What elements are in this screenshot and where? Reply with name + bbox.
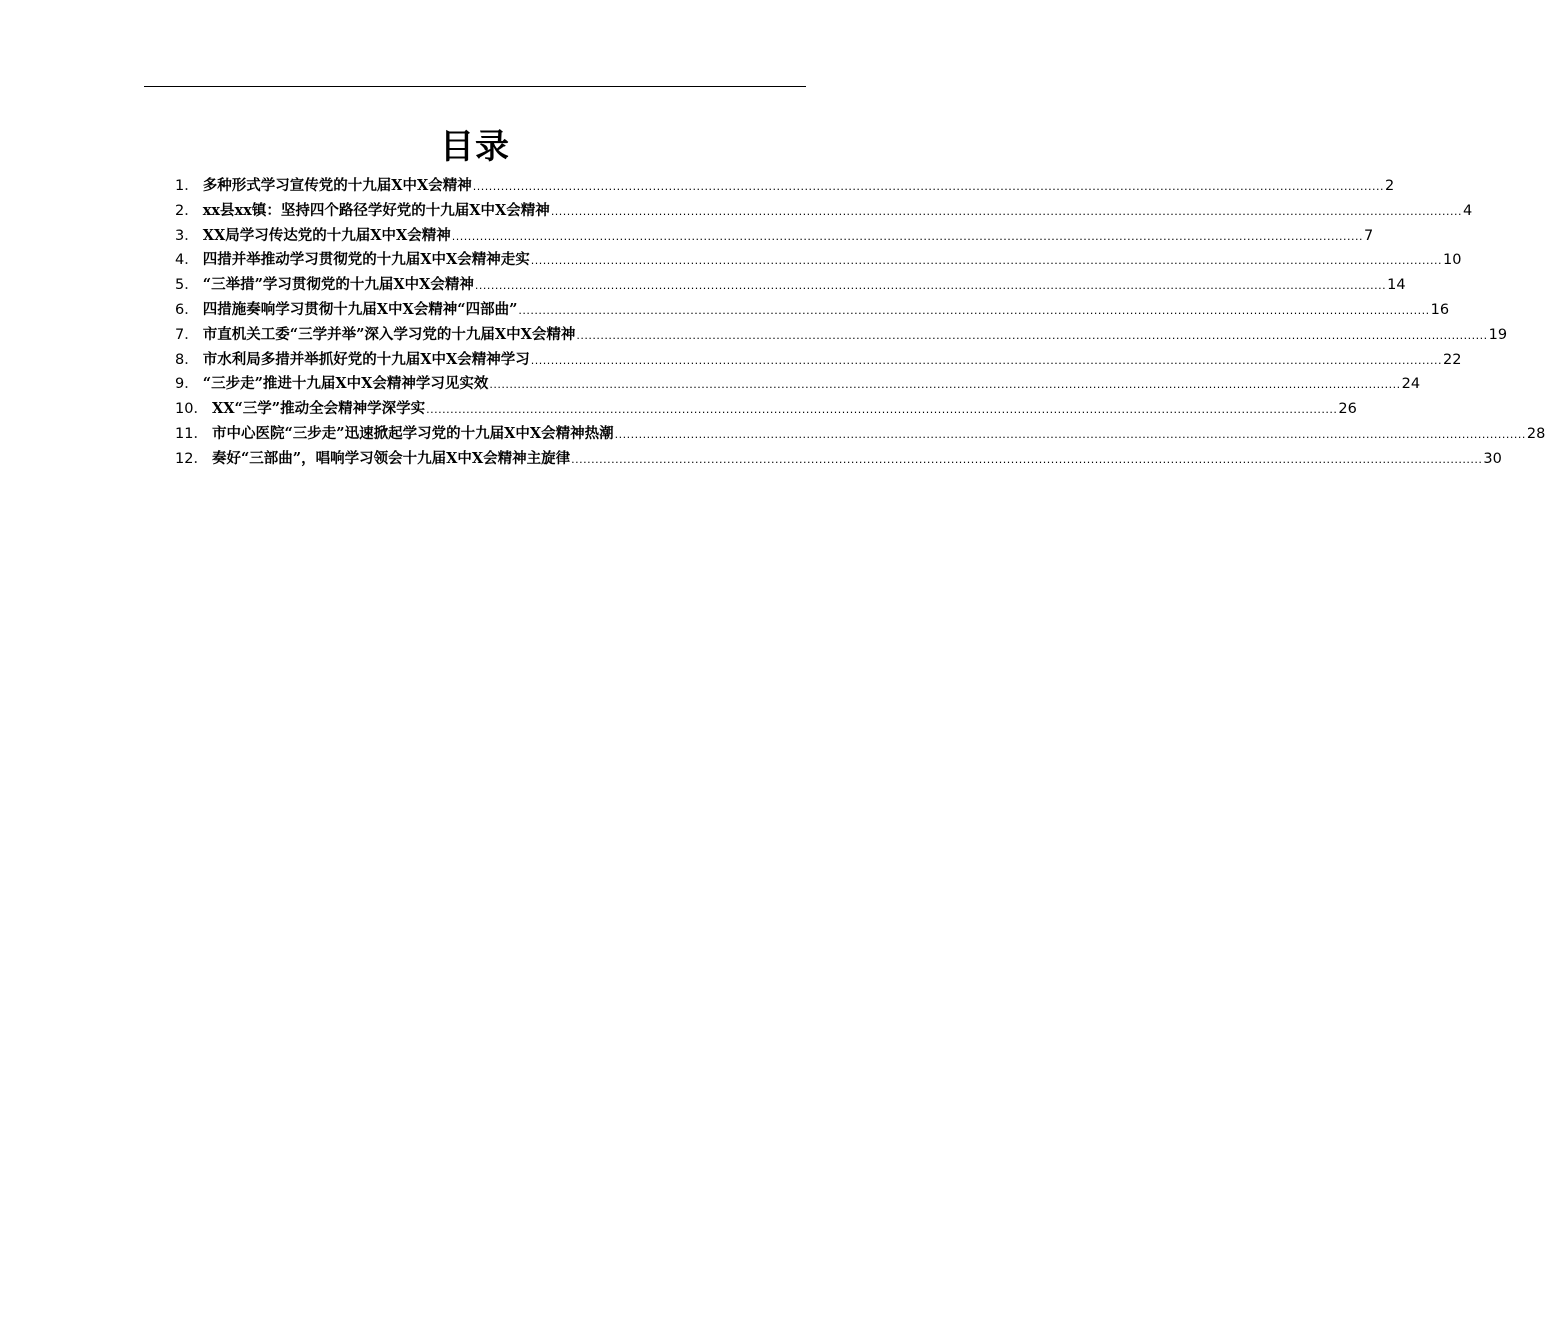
toc-entry[interactable] [175, 348, 1462, 373]
toc-entry-title[interactable]: 四措并举推动学习贯彻党的十九届X中X会精神走实 [202, 251, 530, 269]
toc-entry-number: 1． [175, 178, 199, 194]
toc-entry-page: 26 [1338, 401, 1357, 418]
toc-entry-title[interactable]: 多种形式学习宣传党的十九届X中X会精神 [202, 177, 472, 194]
toc-entry-page: 16 [1430, 301, 1450, 318]
toc-entry-page: 19 [1488, 326, 1508, 343]
toc-entry-number: 2． [175, 202, 199, 219]
header-rule [144, 86, 806, 87]
toc-entry[interactable] [175, 323, 1508, 348]
toc-entry-title[interactable]: 四措施奏响学习贯彻十九届X中X会精神“四部曲” [202, 300, 518, 318]
toc-entry-page: 7 [1363, 227, 1374, 244]
toc-entry-title[interactable]: xx县xx镇：坚持四个路径学好党的十九届X中X会精神 [202, 201, 550, 219]
toc-dot-leader [614, 423, 1527, 448]
toc-dot-leader [517, 299, 1430, 324]
toc-entry[interactable] [175, 447, 1502, 472]
toc-entry-page: 2 [1384, 178, 1395, 194]
toc-dot-leader [425, 398, 1338, 423]
toc-entry-number: 10． [175, 401, 208, 418]
toc-entry-number: 11． [175, 425, 208, 442]
toc-entry-title[interactable]: “三举措”学习贯彻党的十九届X中X会精神 [202, 276, 474, 294]
toc-entry-number: 6． [175, 301, 199, 318]
toc-entry-number: 4． [175, 252, 199, 269]
toc-entry[interactable] [175, 224, 1374, 249]
toc-entry-number: 12． [175, 450, 208, 467]
toc-entry[interactable] [175, 248, 1462, 273]
toc-entry-page: 28 [1526, 425, 1545, 442]
toc-dot-leader [550, 200, 1463, 225]
toc-entry-page: 30 [1483, 450, 1502, 467]
toc-dot-leader [472, 175, 1385, 200]
toc-entry-title[interactable]: XX局学习传达党的十九届X中X会精神 [202, 226, 451, 244]
toc-dot-leader [488, 373, 1401, 398]
toc-dot-leader [570, 448, 1483, 473]
toc-entry-title[interactable]: 市中心医院“三步走”迅速掀起学习党的十九届X中X会精神热潮 [211, 424, 614, 442]
toc-entry-title[interactable]: 市水利局多措并举抓好党的十九届X中X会精神学习 [202, 350, 530, 368]
toc-entry-number: 8． [175, 351, 199, 368]
toc-entry-page: 4 [1463, 202, 1473, 219]
toc-list [175, 174, 1545, 472]
toc-dot-leader [474, 274, 1387, 299]
toc-entry-page: 22 [1442, 351, 1462, 368]
toc-entry-number: 9． [175, 376, 199, 393]
toc-entry-title[interactable]: “三步走”推进十九届X中X会精神学习见实效 [202, 375, 489, 393]
toc-entry[interactable] [175, 397, 1357, 422]
toc-entry-page: 24 [1401, 376, 1421, 393]
toc-entry-number: 5． [175, 277, 199, 294]
toc-dot-leader [530, 249, 1443, 274]
toc-entry-title[interactable]: XX“三学”推动全会精神学深学实 [211, 400, 426, 418]
toc-dot-leader [451, 225, 1364, 250]
toc-entry-number: 3． [175, 227, 199, 244]
toc-entry[interactable] [175, 174, 1395, 199]
toc-dot-leader [575, 324, 1488, 349]
toc-entry[interactable] [175, 199, 1473, 224]
toc-entry-number: 7． [175, 326, 199, 343]
toc-entry-page: 10 [1442, 252, 1462, 269]
toc-entry[interactable] [175, 298, 1450, 323]
toc-entry[interactable] [175, 422, 1545, 447]
toc-dot-leader [530, 349, 1443, 374]
toc-entry[interactable] [175, 273, 1406, 298]
toc-entry[interactable] [175, 372, 1421, 397]
toc-entry-title[interactable]: 奏好“三部曲”，唱响学习领会十九届X中X会精神主旋律 [211, 449, 571, 467]
toc-title: 目录 [440, 127, 510, 167]
toc-entry-page: 14 [1387, 277, 1406, 294]
toc-entry-title[interactable]: 市直机关工委“三学并举”深入学习党的十九届X中X会精神 [202, 325, 576, 343]
